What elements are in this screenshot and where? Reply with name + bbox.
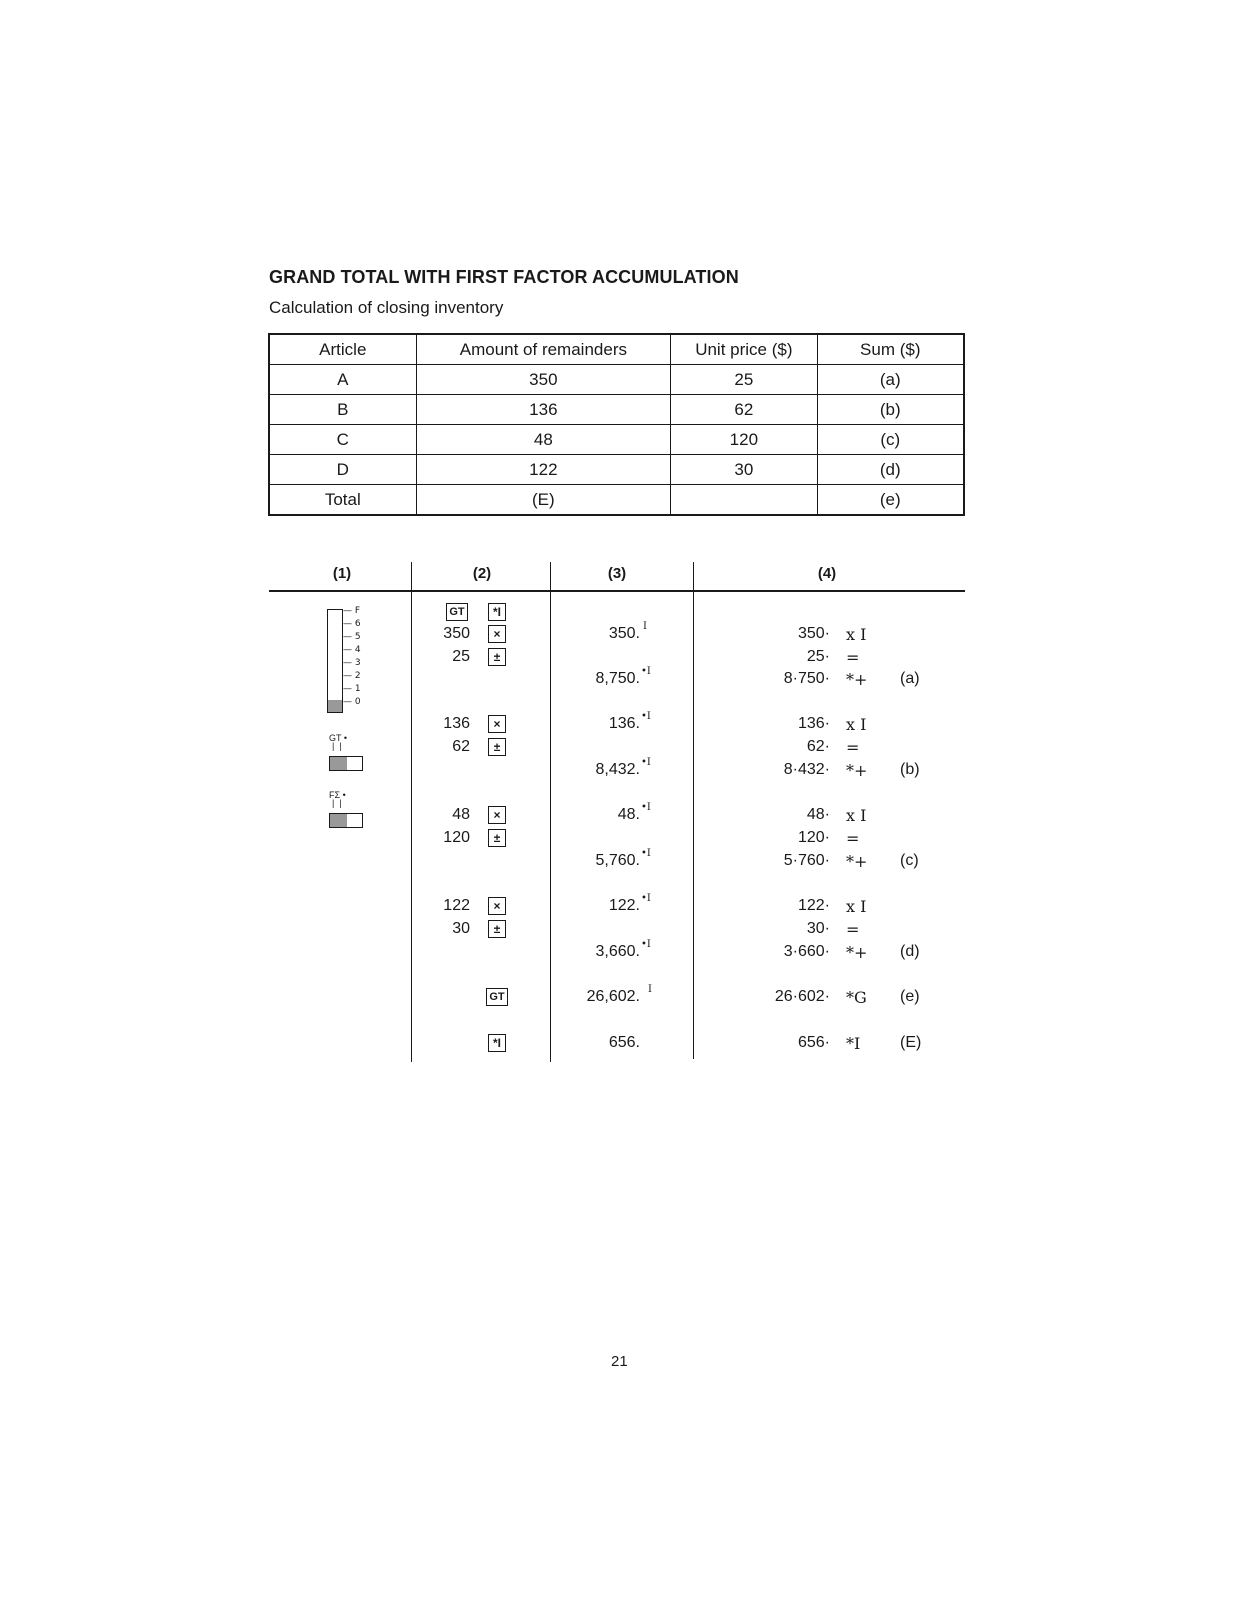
header-sum: Sum ($)	[817, 334, 964, 365]
display-indicator: •I	[641, 848, 651, 859]
tape-value: 120·	[797, 829, 830, 846]
column-divider	[411, 562, 412, 1062]
f-switch	[329, 813, 363, 828]
gt-key-icon: GT	[486, 988, 508, 1006]
table-cell: (E)	[416, 485, 671, 516]
tape-reference: (c)	[900, 852, 919, 869]
table-cell: C	[269, 425, 416, 455]
tape-reference: (e)	[900, 988, 920, 1005]
display-indicator: •I	[641, 757, 651, 768]
table-cell: 120	[671, 425, 817, 455]
plus-minus-key-icon: ±	[488, 920, 506, 938]
tape-symbol: *+	[846, 670, 868, 689]
table-cell: 25	[671, 365, 817, 395]
display-indicator: •I	[641, 893, 651, 904]
tape-value: 48·	[806, 806, 830, 823]
page-subtitle: Calculation of closing inventory	[269, 298, 504, 317]
tape-symbol: x I	[846, 625, 867, 644]
entry-value: 122	[443, 897, 470, 914]
table-row-total	[269, 485, 964, 516]
tape-value: 62·	[806, 738, 830, 755]
tape-value: 5·760·	[783, 852, 830, 869]
table-cell: (d)	[817, 455, 964, 485]
table-cell: Total	[269, 485, 416, 516]
decimal-slider	[327, 609, 343, 713]
table-cell: (b)	[817, 395, 964, 425]
table-row	[269, 425, 964, 455]
table-cell: 62	[671, 395, 817, 425]
tape-reference: (b)	[900, 761, 920, 778]
display-value: 5,760.	[595, 852, 640, 869]
tape-value: 350·	[797, 625, 830, 642]
tape-symbol: x I	[846, 806, 867, 825]
slider-tick: — F	[343, 606, 361, 616]
tape-symbol: *+	[846, 852, 868, 871]
slider-position	[328, 700, 342, 712]
display-indicator: •I	[641, 666, 651, 677]
entry-value: 48	[452, 806, 470, 823]
tape-symbol: x I	[846, 897, 867, 916]
column-header-1: (1)	[332, 565, 352, 582]
display-value: 8,750.	[595, 670, 640, 687]
table-cell: (a)	[817, 365, 964, 395]
multiply-key-icon: ×	[488, 806, 506, 824]
multiply-key-icon: ×	[488, 715, 506, 733]
entry-value: 120	[443, 829, 470, 846]
tape-symbol: =	[846, 648, 860, 667]
entry-value: 350	[443, 625, 470, 642]
display-value: 48.	[617, 806, 640, 823]
table-cell: A	[269, 365, 416, 395]
entry-value: 62	[452, 738, 470, 755]
slider-tick: — 0	[343, 697, 361, 707]
header-unit-price: Unit price ($)	[671, 334, 817, 365]
display-indicator: I	[643, 621, 647, 632]
table-cell: 122	[416, 455, 671, 485]
table-cell	[671, 485, 817, 516]
tape-reference: (a)	[900, 670, 920, 687]
column-header-3: (3)	[607, 565, 627, 582]
slider-tick: — 3	[343, 658, 361, 668]
switch-detent: | |	[332, 798, 342, 808]
gt-switch	[329, 756, 363, 771]
slider-tick: — 6	[343, 619, 361, 629]
tape-value: 25·	[806, 648, 830, 665]
tape-value: 3·660·	[783, 943, 830, 960]
plus-minus-key-icon: ±	[488, 829, 506, 847]
display-indicator: •I	[641, 711, 651, 722]
slider-tick: — 5	[343, 632, 361, 642]
table-cell: 48	[416, 425, 671, 455]
tape-value: 26·602·	[774, 988, 830, 1005]
header-divider	[269, 590, 965, 592]
display-indicator: •I	[641, 802, 651, 813]
tape-value: 656·	[797, 1034, 830, 1051]
table-row	[269, 455, 964, 485]
table-cell: (e)	[817, 485, 964, 516]
display-indicator: •I	[641, 939, 651, 950]
display-value: 122.	[608, 897, 640, 914]
entry-value: 136	[443, 715, 470, 732]
tape-reference: (d)	[900, 943, 920, 960]
tape-symbol: *+	[846, 943, 868, 962]
column-header-4: (4)	[817, 565, 837, 582]
slider-tick: — 4	[343, 645, 361, 655]
table-cell: (c)	[817, 425, 964, 455]
display-value: 656.	[608, 1034, 640, 1051]
plus-minus-key-icon: ±	[488, 648, 506, 666]
tape-value: 30·	[806, 920, 830, 937]
multiply-key-icon: ×	[488, 897, 506, 915]
inventory-table	[268, 333, 965, 516]
table-cell: D	[269, 455, 416, 485]
table-row	[269, 365, 964, 395]
display-value: 350.	[608, 625, 640, 642]
tape-symbol: *I	[846, 1034, 861, 1053]
star-i-key-icon: *I	[488, 1034, 506, 1052]
slider-tick: — 1	[343, 684, 361, 694]
tape-value: 122·	[797, 897, 830, 914]
table-row	[269, 395, 964, 425]
header-article: Article	[269, 334, 416, 365]
tape-value: 136·	[797, 715, 830, 732]
display-value: 26,602.	[586, 988, 640, 1005]
display-value: 3,660.	[595, 943, 640, 960]
column-divider	[550, 562, 551, 1062]
switch-position	[330, 814, 347, 827]
switch-position	[330, 757, 347, 770]
tape-symbol: =	[846, 920, 860, 939]
display-value: 8,432.	[595, 761, 640, 778]
table-cell: 136	[416, 395, 671, 425]
switch-detent: | |	[332, 741, 342, 751]
gt-switch-label: GT •	[329, 733, 348, 743]
table-cell: 30	[671, 455, 817, 485]
header-amount: Amount of remainders	[416, 334, 671, 365]
column-header-2: (2)	[472, 565, 492, 582]
tape-value: 8·750·	[783, 670, 830, 687]
plus-minus-key-icon: ±	[488, 738, 506, 756]
tape-symbol: *+	[846, 761, 868, 780]
table-header-row	[269, 334, 964, 365]
table-cell: B	[269, 395, 416, 425]
tape-value: 8·432·	[783, 761, 830, 778]
display-indicator: I	[648, 984, 652, 995]
tape-symbol: =	[846, 738, 860, 757]
slider-tick: — 2	[343, 671, 361, 681]
tape-symbol: *G	[846, 988, 867, 1007]
entry-value: 30	[452, 920, 470, 937]
f-switch-label: FΣ •	[329, 790, 346, 800]
tape-symbol: x I	[846, 715, 867, 734]
tape-symbol: =	[846, 829, 860, 848]
tape-reference: (E)	[900, 1034, 922, 1051]
page-number: 21	[611, 1353, 628, 1370]
display-value: 136.	[608, 715, 640, 732]
star-i-key-icon: *I	[488, 603, 506, 621]
table-cell: 350	[416, 365, 671, 395]
multiply-key-icon: ×	[488, 625, 506, 643]
entry-value: 25	[452, 648, 470, 665]
gt-key-icon: GT	[446, 603, 468, 621]
column-divider	[693, 562, 694, 1059]
page-title: GRAND TOTAL WITH FIRST FACTOR ACCUMULATION	[269, 267, 739, 287]
